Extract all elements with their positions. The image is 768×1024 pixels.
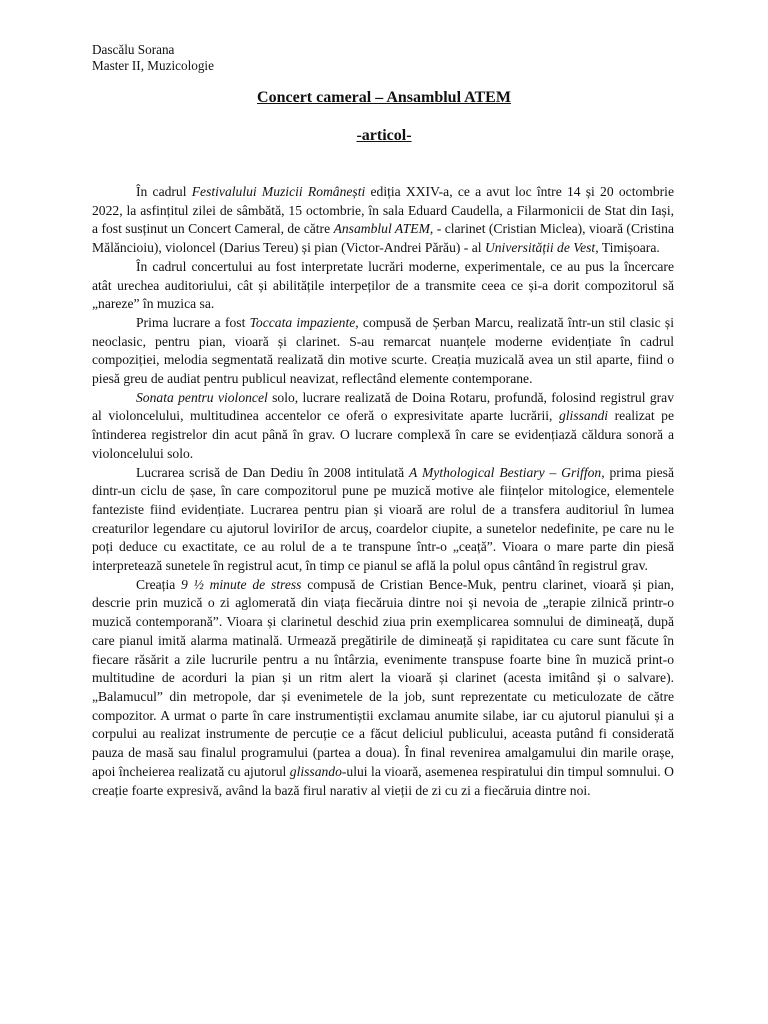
text-run: Prima lucrare a fost <box>136 314 250 330</box>
author-name: Dascălu Sorana <box>92 42 175 57</box>
italic-run: Toccata impaziente <box>249 314 356 330</box>
paragraph-3 <box>92 314 674 389</box>
italic-run: Universității de Vest <box>484 240 596 256</box>
author-block <box>92 42 214 74</box>
italic-run: Sonata pentru violoncel <box>136 389 268 405</box>
text-run: , compusă de Șerban Marcu, realizată într-un stil clasic și neoclasic, pentru pian, vioară și clarinet. S-au remarcat nuanțele moderne evidențiate în cadrul compoziției, melodia segmentată realizată din motive scurte. Creația muzicală avea un stil aparte, fiind o piesă greu de audiat pentru publicul neavizat, reflectând elemente contemporane. <box>92 314 674 387</box>
author-program: Master II, Muzicologie <box>92 58 214 73</box>
italic-run: Ansamblul ATEM <box>333 221 430 237</box>
text-run: , - clarinet (Cristian Miclea), vioară (Cristina Mălăncioiu), violoncel (Darius Tereu) și pian (Victor-Andrei Părău) - al <box>92 221 675 256</box>
article-body <box>92 183 674 800</box>
text-run: În cadrul <box>136 184 192 199</box>
italic-run: glissandi <box>558 408 609 424</box>
text-run: , Timișoara. <box>595 240 660 256</box>
italic-run: Festivalului Muzicii Românești <box>191 184 366 199</box>
paragraph-6 <box>92 576 674 800</box>
text-run: Creația <box>136 576 182 592</box>
paragraph-5 <box>92 464 674 576</box>
text-run: -ului la vioară, asemenea respiratului din timpul somnului. O creație foarte expresivă, având la bază firul narativ al vieții de zi cu zi a fiecăruia dintre noi. <box>92 763 675 798</box>
text-run: În cadrul concertului au fost interpretate lucrări moderne, experimentale, ce au pus la încercare atât urechea auditoriului, cât și abilitățile interpeților de a transmite ceea ce și-a dorit compozitorul să „nareze” în muzica sa. <box>92 258 674 312</box>
paragraph-1 <box>92 183 674 258</box>
paragraph-4 <box>92 389 674 464</box>
text-run: compusă de Cristian Bence-Muk, pentru clarinet, vioară și pian, descrie prin muzică o zi aglomerată din viața fiecăruia dintre noi și nevoia de „terapie zilnică printr-o muzică contemporană”. Vioara și clarinetul deschid ziua prin exemplicarea somnului de dimineață, după care pianul imită alarma matinală. Urmează pregătirile de dimineață și rapiditatea cu care sunt făcute în fiecare răsărit a zile lucrurile pentru a nu întârzia, evenimente transpuse foarte bine în muzică print-o multitudine de acorduri la pian și un ritm alert la vioară și clarinet (acesta imitând și o salvare). „Balamucul” din metropole, dar și evenimetele de la job, sunt reprezentate cu meticulozate de către compozitor. A urmat o parte în care instrumentiștii exclamau anumite silabe, iar cu ajutorul pianului și a corpului au realizat instrumente de percuție ce a făcut deliciul publicului, aceasta putând fi considerată pauza de masă sau finalul programului (partea a doua). În final revenirea amalgamului din marile orașe, apoi încheierea realizată cu ajutorul <box>92 576 674 779</box>
text-run: prima piesă dintr-un ciclu de șase, în care compozitorul pune pe muzică motive ale ființelor mitologice, elementele fanteziste fiind evidențiate. Lucrarea pentru pian și vioară are rolul de a transfera auditoriul în lumea creaturilor legendare cu ajutorul loviriIor de arcuș, coardelor ciupite, a sunetelor nedefinite, pe care nu le poți deduce cu exactitate, ce au rolul de a te transpune într-o „ceață”. Vioara o mare parte din piesă interpretează sunetele în registrul acut, în timp ce pianul se află la polul opus cântând în registrul grav. <box>92 464 674 574</box>
text-run: Lucrarea scrisă de Dan Dediu în 2008 intitulată <box>136 464 410 480</box>
document-subtitle: -articol- <box>356 127 412 144</box>
text-run: realizat pe întinderea registrelor din acut până în grav. O lucrare complexă în care se evidențiază căldura sonoră a violoncelului solo. <box>92 408 674 461</box>
text-run: solo, lucrare realizată de Doina Rotaru, profundă, folosind registrul grav al violoncelului, multitudinea accentelor ce oferă o expresivitate aparte lucrării, <box>92 389 675 424</box>
italic-run: A Mythological Bestiary – Griffon, <box>409 464 605 480</box>
italic-run: glissando <box>289 763 342 779</box>
text-run: ediția XXIV-a, ce a avut loc între 14 și 20 octombrie 2022, la asfințitul zilei de sâmbătă, 15 octombrie, în sala Eduard Caudella, a Filarmonicii de Stat din Iași, a fost susținut un Concert Cameral, de către <box>92 184 674 237</box>
italic-run: 9 ½ minute de stress <box>181 576 302 592</box>
document-title: Concert cameral – Ansamblul ATEM <box>257 89 511 106</box>
paragraph-2 <box>92 258 674 314</box>
